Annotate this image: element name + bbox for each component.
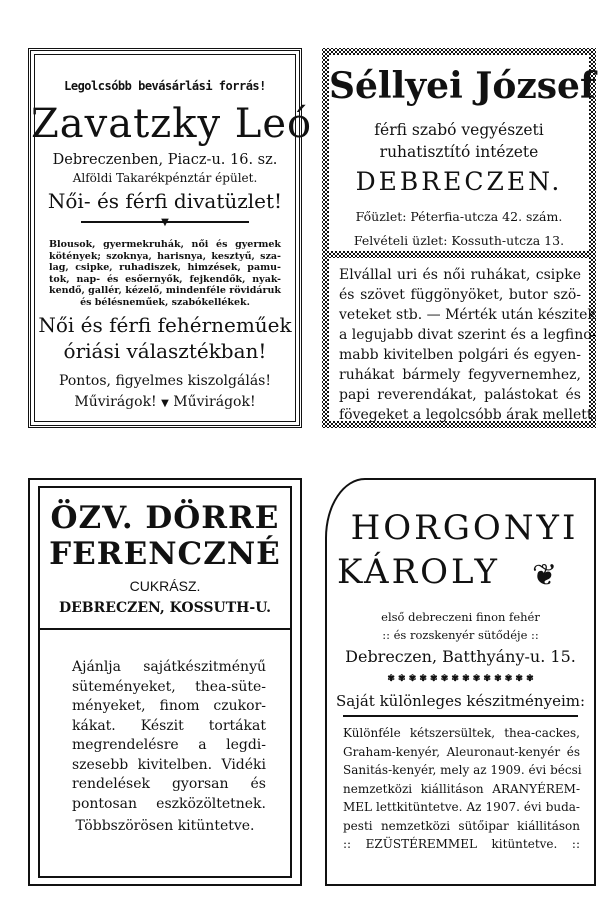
goods-list: Blousok, gyermekruhák, női és gyermek kötények; szoknya, harisnya, kesztyű, sza- lag, csipke, ruhadiszek, himzések, pamu- tok, nap- és esőernyők, fejkendők, nyak- kendő, gallér, kézelő, mindenféle rövidáruk és bélésneműek, szabókellékek. bbox=[49, 239, 281, 308]
linen-subheading: óriási választékban! bbox=[63, 339, 267, 363]
specialties-heading: Saját különleges készitményeim: bbox=[335, 692, 586, 710]
trade-line-2: ruhatisztító intézete bbox=[379, 143, 539, 161]
address: Debreczenben, Piacz-u. 16. sz. bbox=[52, 152, 278, 168]
ad-horgonyi bbox=[325, 478, 596, 886]
main-shop: Főüzlet: Péterfia-utcza 42. szám. bbox=[355, 209, 563, 224]
divider bbox=[40, 628, 290, 630]
name-line-2: KÁROLY bbox=[337, 552, 500, 592]
services-text: Elvállal uri és női ruhákat, csipke és szövet függönyöket, butor szö- veteket stb. — Mérték után készitek a legujabb divat szerint és a legfino- mabb kivitelben polgári és egyen- ruhákat bármely fegyvernemhez, papi reverendákat, palástokat és fövegeket a legolcsóbb árak mellett. bbox=[339, 267, 597, 423]
tailor-name: Séllyei József bbox=[329, 65, 596, 107]
trade-line-1: férfi szabó vegyészeti bbox=[374, 121, 544, 139]
building: Alföldi Takarékpénztár épület. bbox=[72, 171, 258, 185]
specialties-text: Különféle kétszersültek, thea-cackes, Graham-kenyér, Aleuronaut-kenyér és Sanitás-kenyér, mely az 1909. évi bécsi nemzetközi kiállitáson ARANYÉREM- MEL lettkitüntetve. Az 1907. évi buda- pesti nemzetközi sütőipar kiállitáson :: EZÜSTÉREMMEL kitüntetve. :: bbox=[343, 726, 582, 851]
tagline: Legolcsóbb bevásárlási forrás! bbox=[64, 79, 266, 93]
ad-sellyei bbox=[322, 48, 596, 428]
trade-line-1: első debreczeni finon fehér bbox=[381, 610, 540, 624]
city: DEBRECZEN. bbox=[355, 167, 563, 196]
trade-line-2: :: és rozskenyér sütődéje :: bbox=[382, 628, 539, 642]
ornament-row: ✾ ✾ ✾ ✾ ✾ ✾ ✾ ✾ ✾ ✾ ✾ ✾ ✾ ✾ bbox=[387, 674, 534, 684]
award: Többszörösen kitüntetve. bbox=[75, 818, 255, 834]
trade: CUKRÁSZ. bbox=[129, 578, 201, 594]
triangle-icon: ▼ bbox=[161, 398, 169, 409]
name-line-1: HORGONYI bbox=[350, 508, 579, 548]
flourish-ornament-icon: ❦ bbox=[532, 558, 558, 593]
linen-heading: Női és férfi fehérneműek bbox=[38, 313, 292, 337]
shop-type: Női- és férfi divatüzlet! bbox=[47, 189, 283, 213]
flowers-line: Művirágok! ▼ Művirágok! bbox=[74, 394, 256, 410]
checkered-divider bbox=[329, 251, 589, 258]
ad-dorre bbox=[28, 478, 302, 886]
address: Debreczen, Batthyány-u. 15. bbox=[345, 647, 576, 666]
service-slogan: Pontos, figyelmes kiszolgálás! bbox=[59, 373, 271, 389]
intake-shop: Felvételi üzlet: Kossuth-utcza 13. bbox=[353, 233, 565, 248]
name-line-2: FERENCZNÉ bbox=[49, 536, 281, 572]
offer-text: Ajánlja sajátkészitményű süteményeket, thea-süte- ményeket, finom czukor- kákat. Készit tortákat megrendelésre a legdi- szesebb kivitelben. Vidéki rendelések gyorsan és pontosan eszközöltetnek. bbox=[72, 659, 266, 812]
ad-zavatzky bbox=[28, 48, 313, 428]
name-line-1: ÖZV. DÖRRE bbox=[50, 500, 280, 536]
heading-underline bbox=[343, 715, 578, 717]
shop-owner-name: Zavatzky Leó bbox=[31, 101, 313, 147]
divider-triangle-icon: ▼ bbox=[161, 217, 169, 228]
address: DEBRECZEN, KOSSUTH-U. bbox=[59, 600, 271, 616]
